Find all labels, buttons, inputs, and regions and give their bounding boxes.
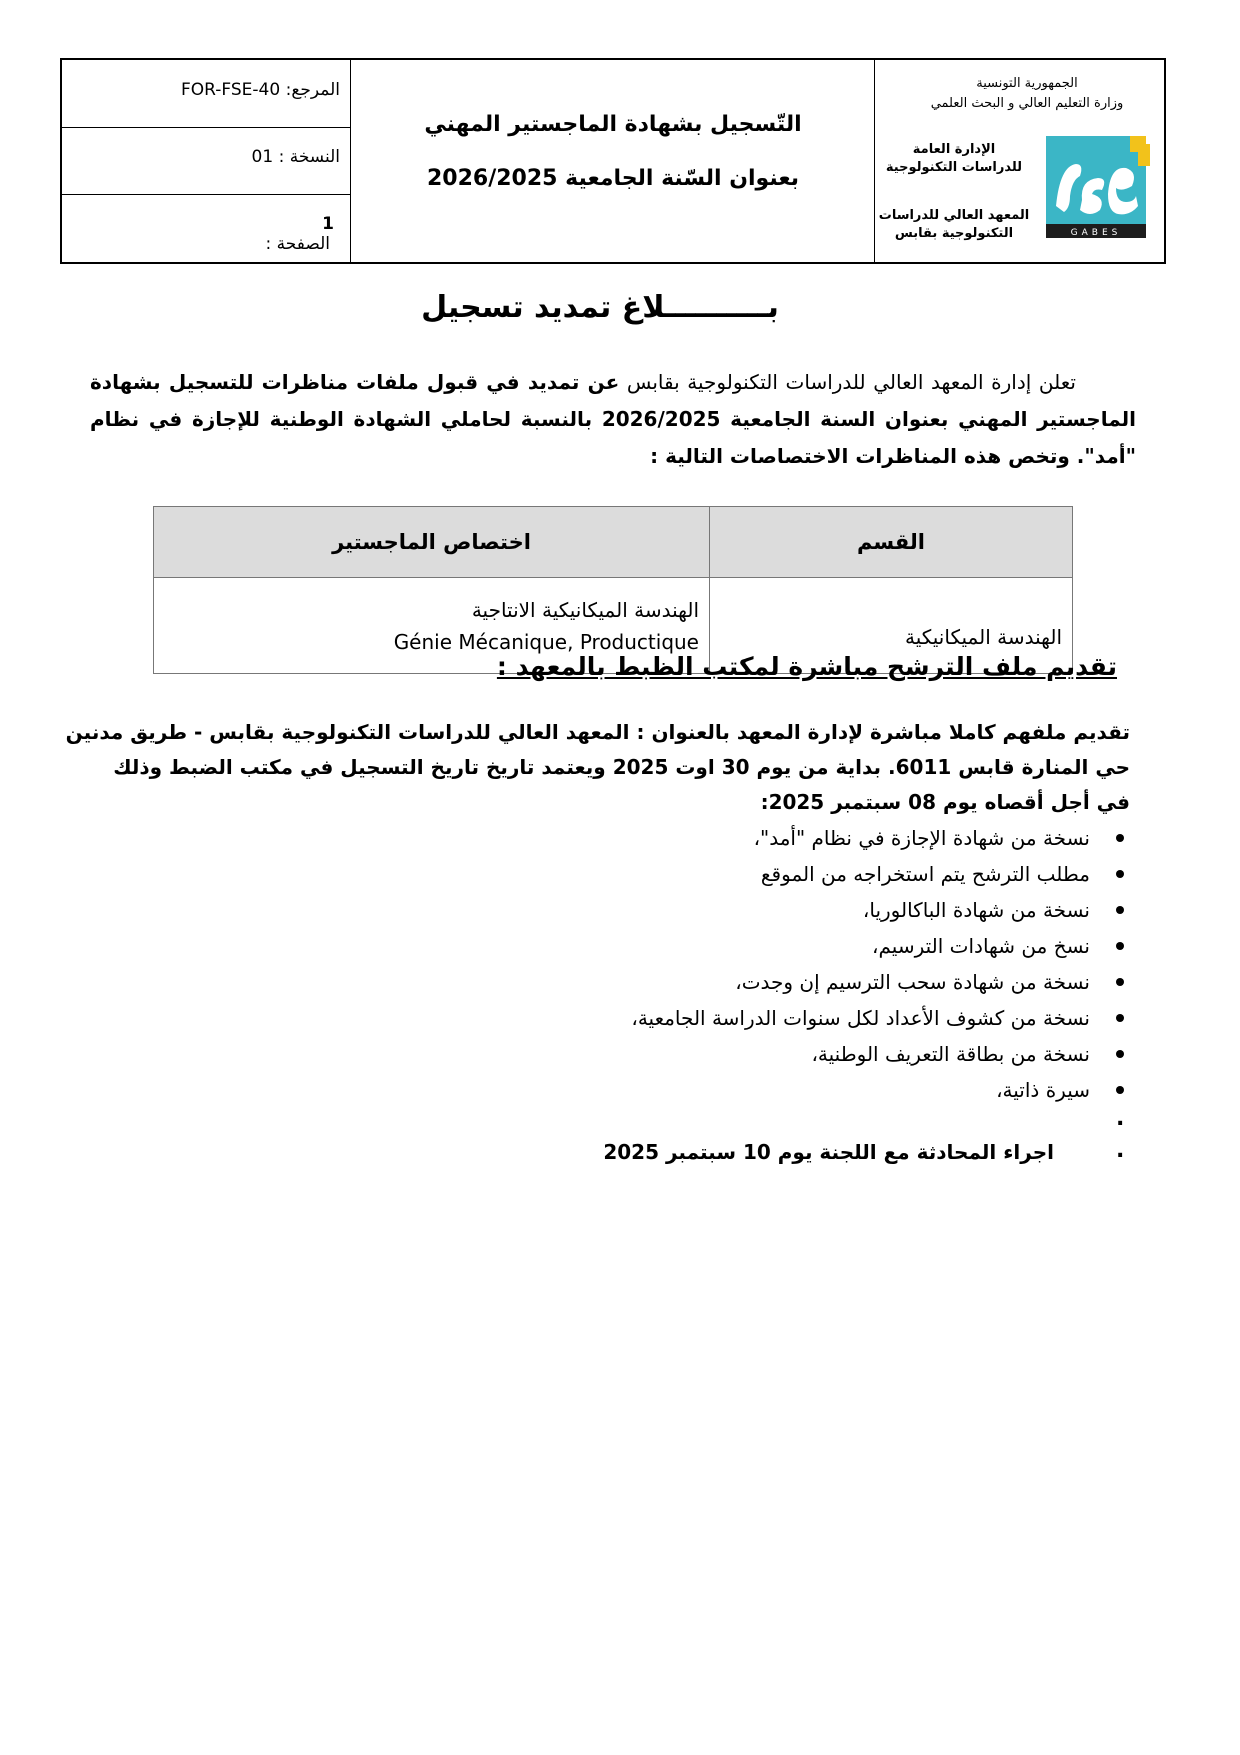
department-column-header: القسم (710, 507, 1073, 578)
submission-line3: في أجل أقصاه يوم 08 سبتمبر 2025: (760, 790, 1130, 814)
header-table (60, 58, 1166, 264)
list-item: نسخة من شهادة الباكالوريا، (631, 892, 1124, 928)
intro-paragraph (90, 364, 1136, 475)
reference-cell (62, 60, 350, 127)
required-documents-list (631, 820, 1124, 1108)
page-cell (62, 194, 350, 261)
list-marker-dot: . (1116, 1138, 1125, 1163)
notice-title: بــــــــــلاغ تمديد تسجيل (421, 290, 779, 325)
version-cell (62, 127, 350, 194)
institute-logo (1046, 136, 1152, 240)
svg-text:GABES: GABES (1070, 228, 1122, 238)
table-header-row (154, 507, 1073, 578)
institute-line2: التكنولوجية بقابس (894, 226, 1014, 241)
directorate-line1: الإدارة العامة (912, 142, 996, 157)
separator-dot: . (1116, 1106, 1125, 1131)
list-item: نسخة من كشوف الأعداد لكل سنوات الدراسة الجامعية، (631, 1000, 1124, 1036)
interview-date: اجراء المحادثة مع اللجنة يوم 10 سبتمبر 2025 (603, 1140, 1054, 1164)
ministry-name: وزارة التعليم العالي و البحث العلمي (930, 96, 1124, 111)
institute-line1: المعهد العالي للدراسات (878, 208, 1030, 223)
header-title-line2: بعنوان السّنة الجامعية 2026/2025 (426, 166, 800, 191)
submission-paragraph (65, 715, 1130, 820)
reference-label: المرجع: FOR-FSE-40 (180, 80, 340, 100)
list-item: نسخة من شهادة الإجازة في نظام "أمد"، (631, 820, 1124, 856)
page-label: الصفحة : (265, 234, 330, 254)
department-cell: الهندسة الميكانيكية (710, 578, 1073, 674)
list-item: نسخة من بطاقة التعريف الوطنية، (631, 1036, 1124, 1072)
specialty-arabic: الهندسة الميكانيكية الانتاجية (471, 597, 699, 622)
submission-heading: تقديم ملف الترشح مباشرة لمكتب الظبط بالمعهد : (496, 652, 1117, 681)
intro-bold-text: عن تمديد في قبول ملفات مناظرات للتسجيل بشهادة الماجستير المهني بعنوان السنة الجامعية 2026/2025 بالنسبة لحاملي الشهادة الوطنية للإجازة في نظام "أمد". وتخص هذه المناظرات الاختصاصات التالية : (90, 370, 1136, 468)
directorate-line2: للدراسات التكنولوجية (885, 160, 1023, 175)
submission-line1: تقديم ملفهم كاملا مباشرة لإدارة المعهد بالعنوان : المعهد العالي للدراسات التكنولوجية بقابس - طريق مدنين (65, 720, 1130, 744)
intro-normal-text: تعلن إدارة المعهد العالي للدراسات التكنولوجية بقابس (619, 370, 1076, 394)
specialty-table (153, 506, 1073, 674)
header-title-line1: التّسجيل بشهادة الماجستير المهني (424, 112, 802, 137)
list-item: سيرة ذاتية، (631, 1072, 1124, 1108)
list-item: مطلب الترشح يتم استخراجه من الموقع (631, 856, 1124, 892)
specialty-column-header: اختصاص الماجستير (154, 507, 710, 578)
submission-line2: حي المنارة قابس 6011. بداية من يوم 30 اوت 2025 ويعتمد تاريخ تاريخ التسجيل في مكتب الضبط وذلك (113, 755, 1130, 779)
version-label: النسخة : 01 (251, 147, 340, 167)
page-number: 1 (322, 214, 334, 234)
list-item: نسخ من شهادات الترسيم، (631, 928, 1124, 964)
republic-name: الجمهورية التونسية (976, 76, 1078, 91)
list-item: نسخة من شهادة سحب الترسيم إن وجدت، (631, 964, 1124, 1000)
specialty-french: Génie Mécanique, Productique (393, 629, 699, 654)
